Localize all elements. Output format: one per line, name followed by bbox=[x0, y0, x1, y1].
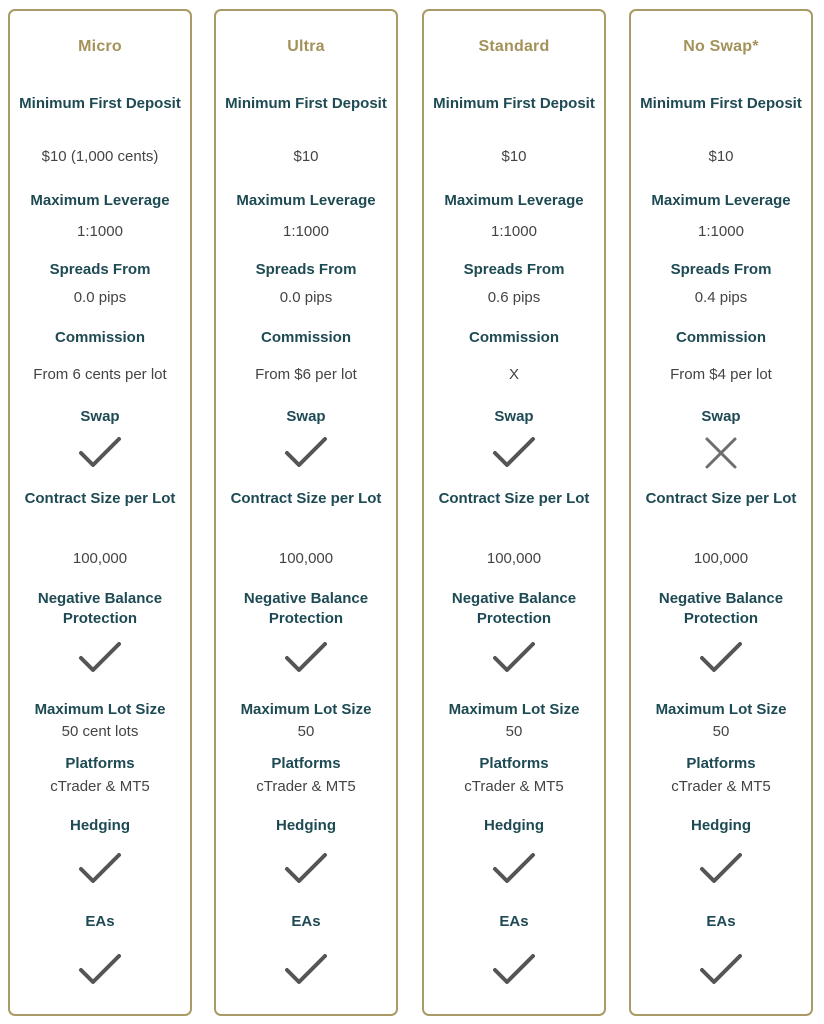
spreads-value: 0.0 pips bbox=[73, 289, 127, 306]
deposit-value: $10 bbox=[708, 148, 734, 165]
deposit-value: $10 bbox=[501, 148, 527, 165]
check-icon bbox=[284, 435, 328, 471]
swap-label: Swap bbox=[494, 408, 534, 425]
check-icon bbox=[699, 952, 743, 988]
deposit-value: $10 (1,000 cents) bbox=[41, 148, 159, 165]
contract-label: Contract Size per Lot bbox=[438, 490, 590, 507]
spreads-value: 0.0 pips bbox=[279, 289, 333, 306]
lot-value: 50 bbox=[297, 723, 315, 740]
platforms-label: Platforms bbox=[686, 755, 756, 772]
spreads-label: Spreads From bbox=[255, 261, 357, 278]
hedging-label: Hedging bbox=[691, 817, 751, 834]
platforms-label: Platforms bbox=[271, 755, 341, 772]
contract-label: Contract Size per Lot bbox=[24, 490, 176, 507]
account-card-ultra bbox=[214, 9, 398, 1016]
nbp-label: Negative Balance Protection bbox=[37, 590, 163, 627]
deposit-value: $10 bbox=[293, 148, 319, 165]
commission-label: Commission bbox=[468, 329, 559, 346]
check-icon bbox=[78, 952, 122, 988]
contract-label: Contract Size per Lot bbox=[230, 490, 382, 507]
commission-value: From $4 per lot bbox=[670, 366, 772, 383]
eas-label: EAs bbox=[85, 913, 115, 930]
check-icon bbox=[78, 851, 122, 887]
platforms-value: cTrader & MT5 bbox=[256, 778, 356, 795]
commission-value: From $6 per lot bbox=[255, 366, 357, 383]
commission-label: Commission bbox=[54, 329, 145, 346]
commission-label: Commission bbox=[260, 329, 351, 346]
lot-label: Maximum Lot Size bbox=[240, 701, 372, 718]
deposit-label: Minimum First Deposit bbox=[640, 95, 802, 112]
leverage-label: Maximum Leverage bbox=[236, 192, 376, 209]
lot-value: 50 cent lots bbox=[61, 723, 139, 740]
lot-label: Maximum Lot Size bbox=[34, 701, 166, 718]
leverage-label: Maximum Leverage bbox=[651, 192, 791, 209]
account-card-standard bbox=[422, 9, 606, 1016]
platforms-label: Platforms bbox=[479, 755, 549, 772]
leverage-label: Maximum Leverage bbox=[30, 192, 170, 209]
platforms-value: cTrader & MT5 bbox=[671, 778, 771, 795]
contract-value: 100,000 bbox=[278, 550, 334, 567]
deposit-label: Minimum First Deposit bbox=[225, 95, 387, 112]
lot-value: 50 bbox=[712, 723, 730, 740]
check-icon bbox=[284, 851, 328, 887]
account-card-micro bbox=[8, 9, 192, 1016]
contract-value: 100,000 bbox=[72, 550, 128, 567]
contract-label: Contract Size per Lot bbox=[645, 490, 797, 507]
account-title: Micro bbox=[78, 38, 122, 55]
swap-label: Swap bbox=[80, 408, 120, 425]
spreads-value: 0.6 pips bbox=[487, 289, 541, 306]
contract-value: 100,000 bbox=[486, 550, 542, 567]
contract-value: 100,000 bbox=[693, 550, 749, 567]
check-icon bbox=[699, 640, 743, 676]
check-icon bbox=[284, 640, 328, 676]
account-card-no-swap bbox=[629, 9, 813, 1016]
check-icon bbox=[78, 640, 122, 676]
leverage-value: 1:1000 bbox=[491, 223, 537, 240]
leverage-value: 1:1000 bbox=[698, 223, 744, 240]
eas-label: EAs bbox=[291, 913, 321, 930]
check-icon bbox=[492, 640, 536, 676]
hedging-label: Hedging bbox=[484, 817, 544, 834]
account-title: No Swap* bbox=[683, 38, 759, 55]
commission-label: Commission bbox=[675, 329, 766, 346]
lot-label: Maximum Lot Size bbox=[655, 701, 787, 718]
platforms-label: Platforms bbox=[65, 755, 135, 772]
swap-label: Swap bbox=[701, 408, 741, 425]
lot-value: 50 bbox=[505, 723, 523, 740]
leverage-value: 1:1000 bbox=[77, 223, 123, 240]
eas-label: EAs bbox=[499, 913, 529, 930]
deposit-label: Minimum First Deposit bbox=[19, 95, 181, 112]
check-icon bbox=[284, 952, 328, 988]
commission-value: X bbox=[508, 366, 519, 383]
swap-label: Swap bbox=[286, 408, 326, 425]
lot-label: Maximum Lot Size bbox=[448, 701, 580, 718]
check-icon bbox=[492, 952, 536, 988]
nbp-label: Negative Balance Protection bbox=[658, 590, 784, 627]
account-title: Standard bbox=[478, 38, 550, 55]
deposit-label: Minimum First Deposit bbox=[433, 95, 595, 112]
spreads-label: Spreads From bbox=[670, 261, 772, 278]
nbp-label: Negative Balance Protection bbox=[243, 590, 369, 627]
leverage-value: 1:1000 bbox=[283, 223, 329, 240]
commission-value: From 6 cents per lot bbox=[33, 366, 167, 383]
check-icon bbox=[78, 435, 122, 471]
check-icon bbox=[699, 851, 743, 887]
platforms-value: cTrader & MT5 bbox=[50, 778, 150, 795]
check-icon bbox=[492, 851, 536, 887]
cross-icon bbox=[699, 435, 743, 471]
spreads-value: 0.4 pips bbox=[694, 289, 748, 306]
hedging-label: Hedging bbox=[70, 817, 130, 834]
leverage-label: Maximum Leverage bbox=[444, 192, 584, 209]
hedging-label: Hedging bbox=[276, 817, 336, 834]
account-title: Ultra bbox=[287, 38, 325, 55]
spreads-label: Spreads From bbox=[49, 261, 151, 278]
eas-label: EAs bbox=[706, 913, 736, 930]
nbp-label: Negative Balance Protection bbox=[451, 590, 577, 627]
check-icon bbox=[492, 435, 536, 471]
platforms-value: cTrader & MT5 bbox=[464, 778, 564, 795]
spreads-label: Spreads From bbox=[463, 261, 565, 278]
